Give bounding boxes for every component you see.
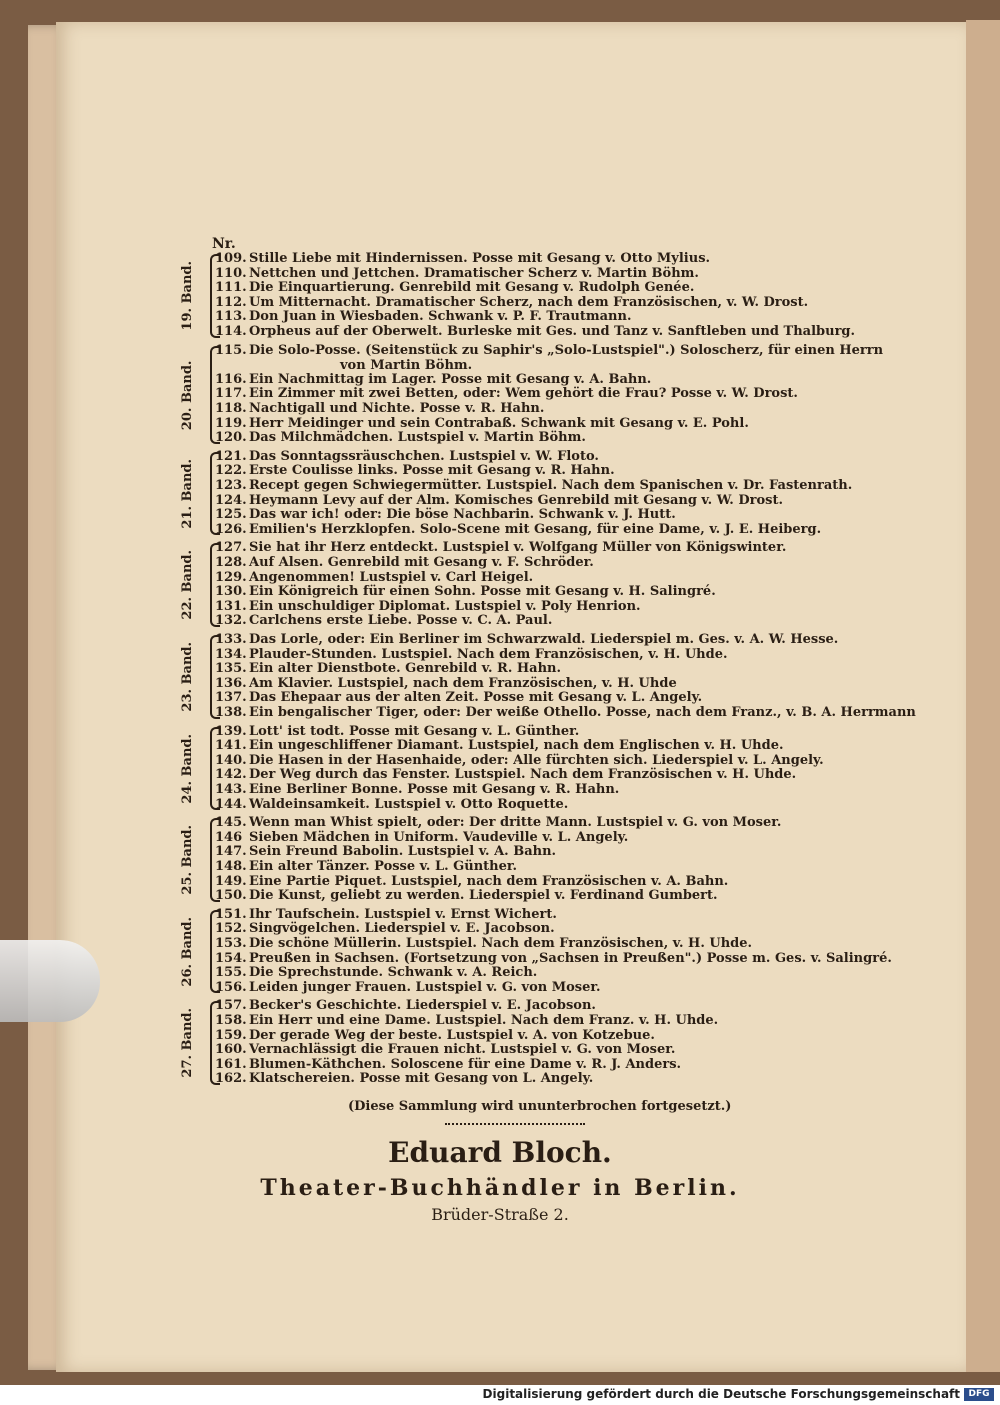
catalog-entry — [215, 494, 865, 508]
entry-number: 135. — [215, 661, 247, 677]
catalog-entry — [215, 889, 865, 903]
entry-number: 147. — [215, 844, 247, 860]
entry-number: 143. — [215, 782, 247, 797]
entry-number: 123. — [215, 478, 247, 493]
entry-title: Becker's Geschichte. Liederspiel v. E. Jacobson. — [249, 998, 596, 1014]
entry-title: Der Weg durch das Fenster. Lustspiel. Nach dem Französischen v. H. Uhde. — [249, 767, 797, 783]
catalog-entry — [215, 845, 865, 859]
catalog-entry — [215, 387, 865, 401]
band-label: 26. Band. — [180, 916, 195, 987]
entry-number: 131. — [215, 598, 247, 614]
entry-title: Klatschereien. Posse mit Gesang von L. Angely. — [249, 1071, 594, 1087]
entry-title: Ein unschuldiger Diplomat. Lustspiel v. Poly Henrion. — [249, 598, 641, 614]
entry-title: Ein Herr und eine Dame. Lustspiel. Nach dem Franz. v. H. Uhde. — [249, 1013, 719, 1028]
catalog-entry — [215, 783, 865, 797]
band-label: 20. Band. — [180, 359, 195, 430]
entry-number: 112. — [215, 294, 247, 310]
band-brace — [210, 254, 220, 338]
entry-number: 156. — [215, 979, 247, 995]
entry-title: Die Einquartierung. Genrebild mit Gesang v. Rudolph Genée. — [249, 280, 695, 296]
band-label: 22. Band. — [180, 550, 195, 620]
catalog-entry — [215, 342, 884, 358]
entry-title: Eine Partie Piquet. Lustspiel, nach dem Französischen v. A. Bahn. — [249, 873, 729, 889]
entry-number: 148. — [215, 859, 247, 874]
catalog-entry — [215, 705, 916, 720]
entry-title: Ein Nachmittag im Lager. Posse mit Gesang v. A. Bahn. — [249, 371, 652, 387]
entry-number: 114. — [215, 324, 247, 339]
catalog-entry — [215, 798, 865, 812]
entry-number: 117. — [215, 386, 247, 402]
entry-title: Heymann Levy auf der Alm. Komisches Genrebild mit Gesang v. W. Drost. — [249, 492, 784, 508]
entry-number: 119. — [215, 415, 247, 431]
catalog-entry — [215, 508, 865, 522]
entry-number: 152. — [215, 921, 247, 937]
band-brace — [210, 910, 220, 994]
catalog-entry — [215, 1072, 865, 1086]
entry-title: Sieben Mädchen in Uniform. Vaudeville v. L. Angely. — [249, 829, 629, 845]
entry-number: 137. — [215, 690, 247, 706]
entry-title: Waldeinsamkeit. Lustspiel v. Otto Roquette. — [249, 796, 569, 812]
entry-title: Herr Meidinger und sein Contrabaß. Schwank mit Gesang v. E. Pohl. — [249, 415, 749, 431]
entry-title: Orpheus auf der Oberwelt. Burleske mit Ges. und Tanz v. Sanftleben und Thalburg. — [249, 324, 856, 339]
catalog-entry — [215, 754, 865, 768]
entry-title: Die Kunst, geliebt zu werden. Liederspiel v. Ferdinand Gumbert. — [249, 888, 718, 904]
entry-number: 157. — [215, 998, 247, 1014]
catalog-entry — [215, 1043, 865, 1057]
entry-number: 134. — [215, 646, 247, 662]
entry-number: 122. — [215, 463, 247, 479]
entry-title: Ein ungeschliffener Diamant. Lustspiel, nach dem Englischen v. H. Uhde. — [249, 738, 784, 754]
entry-title: Emilien's Herzklopfen. Solo-Scene mit Gesang, für eine Dame, v. J. E. Heiberg. — [249, 521, 822, 537]
entry-number: 153. — [215, 936, 247, 951]
footer-bar — [0, 1385, 1000, 1405]
entry-title: Ein alter Dienstbote. Genrebild v. R. Hahn. — [249, 661, 561, 677]
entry-title: Sein Freund Babolin. Lustspiel v. A. Bahn. — [249, 844, 557, 860]
entry-title: Leiden junger Frauen. Lustspiel v. G. von Moser. — [249, 979, 601, 995]
entry-number: 155. — [215, 965, 247, 981]
entry-number: 124. — [215, 492, 247, 508]
publisher-address: Brüder-Straße 2. — [431, 1205, 569, 1224]
entry-title: Plauder-Stunden. Lustspiel. Nach dem Französischen, v. H. Uhde. — [249, 646, 728, 662]
entry-number: 149. — [215, 873, 247, 889]
catalog-entry — [215, 739, 865, 753]
entry-number: 144. — [215, 796, 247, 812]
entry-title: Ein Zimmer mit zwei Betten, oder: Wem gehört die Frau? Posse v. W. Drost. — [249, 386, 798, 402]
entry-title: Wenn man Whist spielt, oder: Der dritte Mann. Lustspiel v. G. von Moser. — [249, 815, 782, 831]
entry-title: Singvögelchen. Liederspiel v. E. Jacobson. — [249, 921, 555, 937]
entry-number: 142. — [215, 767, 247, 783]
catalog-entry — [215, 310, 865, 324]
catalog-entry — [215, 662, 865, 676]
entry-title: Lott' ist todt. Posse mit Gesang v. L. Günther. — [249, 723, 580, 739]
entry-number: 133. — [215, 632, 247, 647]
entry-title: Das Lorle, oder: Ein Berliner im Schwarzwald. Liederspiel m. Ges. v. A. W. Hesse. — [249, 632, 839, 647]
entry-title: Preußen in Sachsen. (Fortsetzung von „Sachsen in Preußen".) Posse m. Ges. v. Salingré. — [249, 950, 892, 966]
catalog-entry — [215, 325, 865, 339]
nr-label: Nr. — [212, 236, 236, 252]
catalog-entry — [215, 373, 865, 387]
catalog-entry — [215, 585, 865, 599]
entry-number: 126. — [215, 521, 247, 537]
band-brace — [210, 635, 220, 719]
catalog-entry — [215, 677, 865, 691]
entry-number: 116. — [215, 371, 247, 387]
entry-title: Am Klavier. Lustspiel, nach dem Französischen, v. H. Uhde — [249, 675, 677, 691]
entry-number: 136. — [215, 675, 247, 691]
entry-title: Die Hasen in der Hasenhaide, oder: Alle fürchten sich. Liederspiel v. L. Angely. — [249, 752, 824, 768]
catalog-entry — [215, 252, 865, 266]
band-brace — [210, 452, 220, 536]
band-label: 21. Band. — [180, 458, 195, 529]
band-label: 19. Band. — [180, 260, 195, 331]
entry-title: Eine Berliner Bonne. Posse mit Gesang v. R. Hahn. — [249, 782, 620, 797]
entry-number: 128. — [215, 555, 247, 570]
entry-title: Ein Königreich für einen Sohn. Posse mit Gesang v. H. Salingré. — [249, 584, 716, 600]
entry-title: Ihr Taufschein. Lustspiel v. Ernst Wichert. — [249, 906, 557, 922]
band-label: 25. Band. — [180, 825, 195, 895]
entry-title: Um Mitternacht. Dramatischer Scherz, nach dem Französischen, v. W. Drost. — [249, 294, 809, 310]
catalog-entry — [215, 1014, 865, 1028]
catalog-entry — [215, 922, 865, 936]
band-brace — [210, 818, 220, 902]
band-brace — [210, 346, 220, 444]
entry-number: 154. — [215, 950, 247, 966]
catalog-entry — [215, 1058, 865, 1072]
catalog-entry — [215, 556, 865, 570]
entry-title: Das Ehepaar aus der alten Zeit. Posse mit Gesang v. L. Angely. — [249, 690, 703, 706]
catalog-entry — [215, 1029, 865, 1043]
entry-number: 146 — [215, 829, 243, 845]
entry-number: 161. — [215, 1056, 247, 1072]
publisher-title: Theater-Buchhändler in Berlin. — [260, 1175, 740, 1201]
entry-number: 129. — [215, 569, 247, 585]
dfg-logo: DFG — [964, 1388, 994, 1401]
catalog-entry — [215, 431, 865, 445]
entry-number: 159. — [215, 1027, 247, 1043]
entry-number: 140. — [215, 752, 247, 768]
continuation-note: (Diese Sammlung wird ununterbrochen fortgesetzt.) — [348, 1099, 732, 1114]
catalog-entry — [215, 937, 865, 951]
divider-ornament — [445, 1123, 585, 1129]
band-brace — [210, 1001, 220, 1085]
entry-number: 145. — [215, 815, 247, 831]
entry-title: Das Sonntagssräuschchen. Lustspiel v. W. Floto. — [249, 448, 599, 464]
entry-number: 109. — [215, 251, 247, 266]
entry-continuation: von Martin Böhm. — [340, 358, 473, 374]
entry-number: 132. — [215, 613, 247, 629]
clip-tab — [0, 940, 100, 1022]
catalog-entry — [215, 541, 865, 555]
entry-title: Angenommen! Lustspiel v. Carl Heigel. — [249, 569, 534, 585]
catalog-entry — [215, 725, 865, 739]
catalog-entry — [215, 875, 865, 889]
entry-title: Auf Alsen. Genrebild mit Gesang v. F. Schröder. — [249, 555, 594, 570]
band-label: 23. Band. — [180, 641, 195, 712]
catalog-entry — [215, 691, 865, 705]
band-label: 24. Band. — [180, 733, 195, 804]
catalog-entry — [215, 281, 865, 295]
catalog-entry — [215, 267, 865, 281]
entry-title: Das Milchmädchen. Lustspiel v. Martin Böhm. — [249, 430, 586, 446]
entry-number: 151. — [215, 906, 247, 922]
entry-title: Die Solo-Posse. (Seitenstück zu Saphir's „Solo-Lustspiel".) Soloscherz, für einen Herrn — [249, 342, 884, 358]
catalog-entry — [215, 600, 865, 614]
catalog-entry — [215, 450, 865, 464]
entry-title: Stille Liebe mit Hindernissen. Posse mit Gesang v. Otto Mylius. — [249, 251, 711, 266]
entry-number: 150. — [215, 888, 247, 904]
entry-title: Die schöne Müllerin. Lustspiel. Nach dem Französischen, v. H. Uhde. — [249, 936, 753, 951]
entry-title: Carlchens erste Liebe. Posse v. C. A. Paul. — [249, 613, 553, 629]
entry-title: Recept gegen Schwiegermütter. Lustspiel. Nach dem Spanischen v. Dr. Fastenrath. — [249, 478, 853, 493]
entry-number: 121. — [215, 448, 247, 464]
catalog-entry — [215, 950, 892, 966]
catalog-entry — [215, 908, 865, 922]
entry-title: Die Sprechstunde. Schwank v. A. Reich. — [249, 965, 538, 981]
band-brace — [210, 727, 220, 811]
catalog-entry — [215, 571, 865, 585]
catalog-entry — [215, 464, 865, 478]
entry-title: Ein alter Tänzer. Posse v. L. Günther. — [249, 859, 518, 874]
catalog-entry — [215, 417, 865, 431]
footer-credit: Digitalisierung gefördert durch die Deutsche Forschungsgemeinschaft — [482, 1387, 960, 1401]
entry-number: 113. — [215, 309, 247, 325]
catalog-entry — [215, 816, 865, 830]
catalog-entry — [215, 402, 865, 416]
entry-title: Erste Coulisse links. Posse mit Gesang v. R. Hahn. — [249, 463, 615, 479]
entry-title: Blumen-Käthchen. Soloscene für eine Dame v. R. J. Anders. — [249, 1056, 682, 1072]
entry-number: 118. — [215, 401, 247, 416]
entry-title: Sie hat ihr Herz entdeckt. Lustspiel v. Wolfgang Müller von Königswinter. — [249, 540, 787, 556]
entry-number: 160. — [215, 1042, 247, 1058]
entry-title: Der gerade Weg der beste. Lustspiel v. A. von Kotzebue. — [249, 1027, 655, 1043]
entry-number: 127. — [215, 540, 247, 556]
catalog-entry — [215, 860, 865, 874]
catalog-entry — [215, 523, 865, 537]
entry-number: 111. — [215, 280, 247, 296]
entry-title: Das war ich! oder: Die böse Nachbarin. Schwank v. J. Hutt. — [249, 507, 676, 523]
entry-title: Nachtigall und Nichte. Posse v. R. Hahn. — [249, 401, 545, 416]
entry-number: 110. — [215, 265, 247, 281]
entry-number: 120. — [215, 430, 247, 446]
entry-number: 162. — [215, 1071, 247, 1087]
entry-number: 158. — [215, 1013, 247, 1028]
entry-title: Vernachlässigt die Frauen nicht. Lustspiel v. G. von Moser. — [249, 1042, 676, 1058]
catalog-entry — [215, 614, 865, 628]
entry-title: Don Juan in Wiesbaden. Schwank v. P. F. Trautmann. — [249, 309, 632, 325]
entry-title: Nettchen und Jettchen. Dramatischer Scherz v. Martin Böhm. — [249, 265, 699, 281]
entry-title: Ein bengalischer Tiger, oder: Der weiße Othello. Posse, nach dem Franz., v. B. A. Herrmann — [249, 705, 916, 720]
catalog-entry — [215, 999, 865, 1013]
entry-number: 130. — [215, 584, 247, 600]
catalog-entry — [215, 768, 865, 782]
catalog-entry — [215, 966, 865, 980]
catalog-entry — [215, 648, 865, 662]
band-label: 27. Band. — [180, 1008, 195, 1078]
entry-number: 115. — [215, 342, 247, 358]
catalog-entry — [215, 479, 865, 493]
publisher-name: Eduard Bloch. — [388, 1136, 612, 1169]
catalog-entry — [215, 633, 865, 647]
catalog-entry — [215, 831, 865, 845]
catalog-entry — [215, 981, 865, 995]
entry-number: 139. — [215, 723, 247, 739]
entry-number: 125. — [215, 507, 247, 523]
entry-number: 138. — [215, 705, 247, 720]
entry-number: 141. — [215, 738, 247, 754]
catalog-entry — [215, 296, 865, 310]
band-brace — [210, 543, 220, 627]
